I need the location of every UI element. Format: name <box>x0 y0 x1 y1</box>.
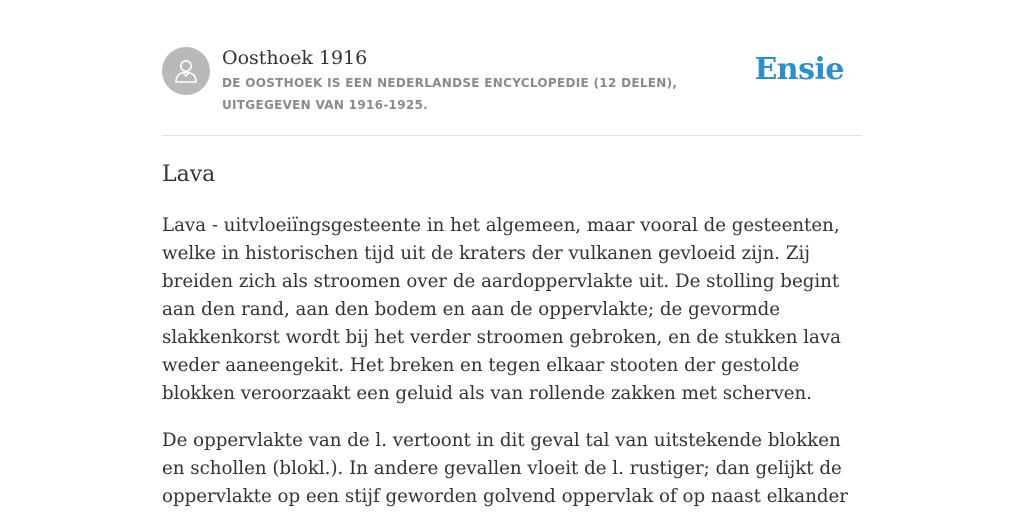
source-title[interactable]: Oosthoek 1916 <box>222 47 368 69</box>
article-paragraph: Lava - uitvloeiïngsgesteente in het algemeen, maar vooral de gesteenten, welke in historischen tijd uit de kraters der vulkanen gevloeid zijn. Zij breiden zich als stroomen over de aardoppervlakte uit. De stolling begint aan den rand, aan den bodem en aan de oppervlakte; de gevormde slakkenkorst wordt bij het verder stroomen gebroken, en de stukken lava weder aaneengekit. Het breken en tegen elkaar stooten der gestolde blokken veroorzaakt een geluid als van rollende zakken met scherven. <box>162 215 841 404</box>
source-description: DE OOSTHOEK IS EEN NEDERLANDSE ENCYCLOPEDIE (12 DELEN), UITGEGEVEN VAN 1916-1925. <box>222 76 678 112</box>
avatar[interactable] <box>162 47 210 95</box>
header-divider <box>162 135 862 136</box>
article-title: Lava <box>162 162 216 187</box>
article-paragraph: De oppervlakte van de l. vertoont in dit geval tal van uitstekende blokken en schollen (blokl.). In andere gevallen vloeit de l. rustiger; dan gelijkt de oppervlakte op een stijf geworden golvend oppervlak of op naast elkander <box>162 430 848 507</box>
article-body <box>162 212 862 512</box>
source-header <box>162 44 862 134</box>
ensie-logo[interactable]: Ensie <box>754 52 844 87</box>
user-icon <box>171 56 201 86</box>
